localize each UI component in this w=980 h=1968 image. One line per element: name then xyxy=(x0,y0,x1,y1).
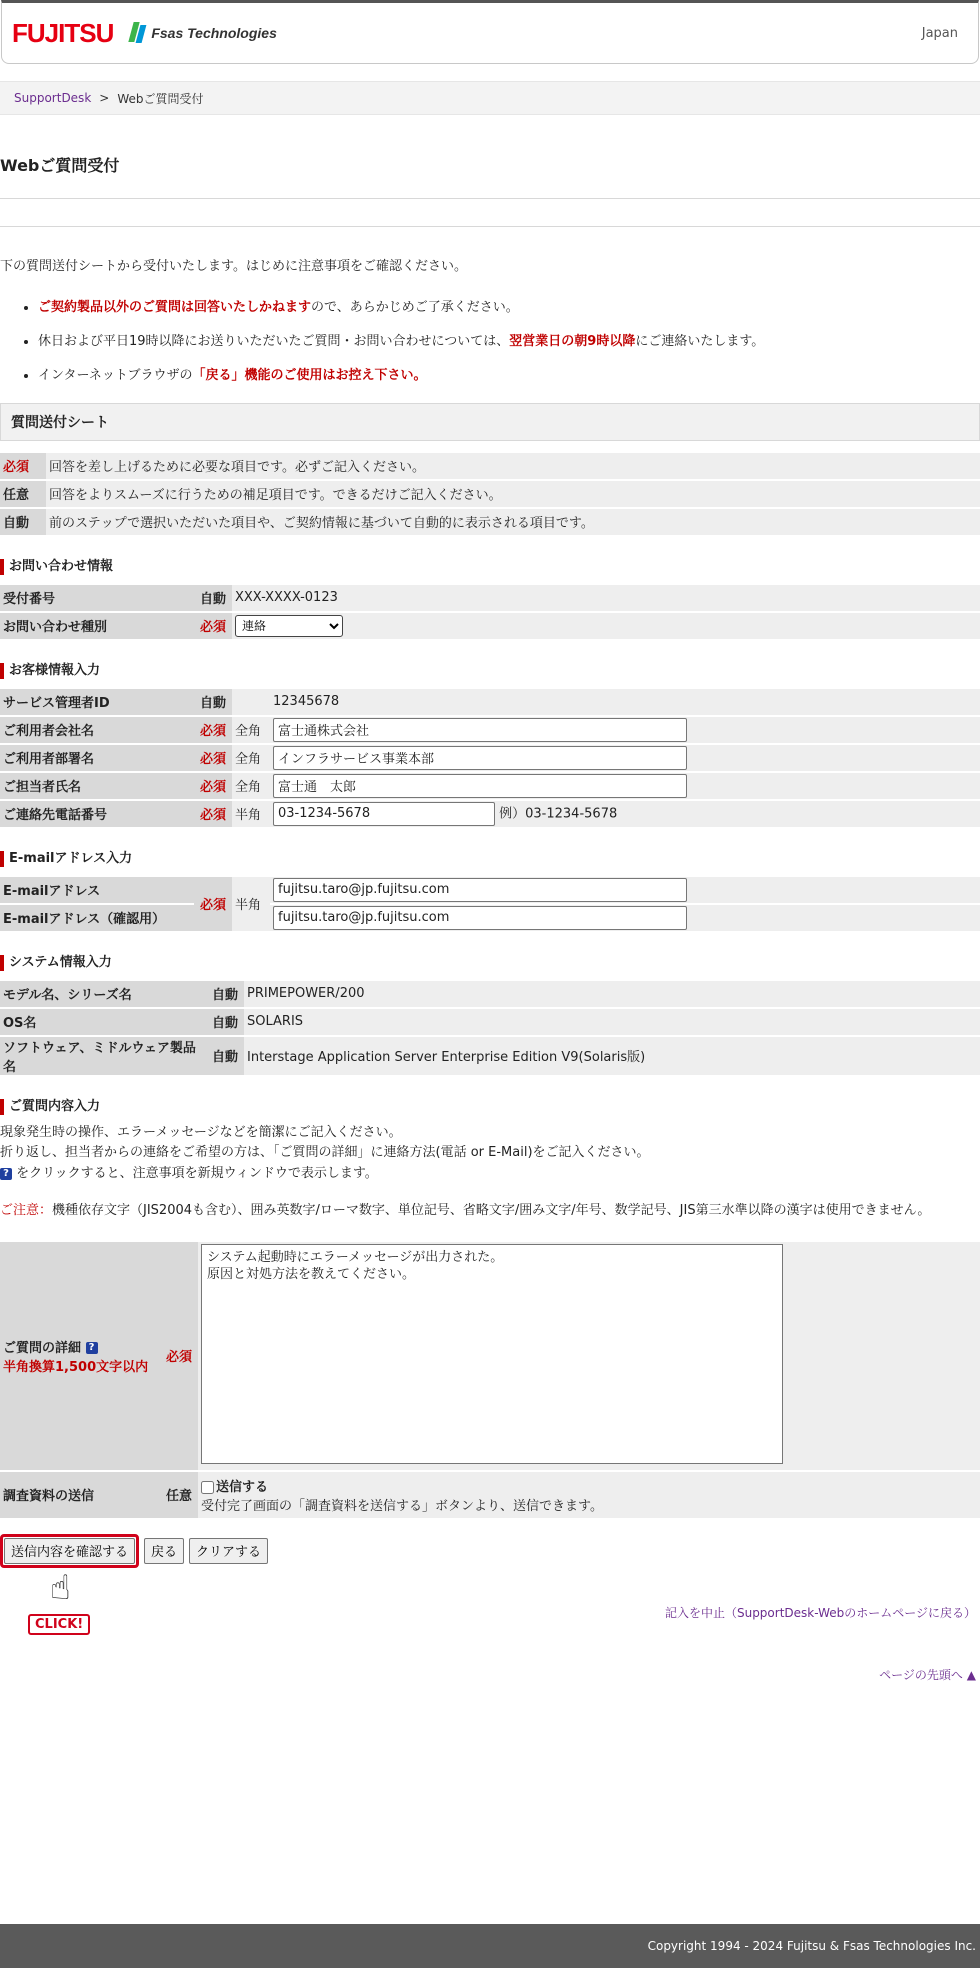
inquiry-type-label: お問い合わせ種別 xyxy=(0,613,194,639)
receipt-row xyxy=(0,585,980,611)
customer-table xyxy=(0,687,980,829)
fujitsu-logo[interactable]: FUJITSU xyxy=(12,17,114,48)
action-buttons xyxy=(0,1534,980,1568)
legend-required-desc: 回答を差し上げるために必要な項目です。必ずご記入ください。 xyxy=(46,453,980,479)
software-value: Interstage Application Server Enterprise Edition V9(Solaris版) xyxy=(244,1037,980,1075)
fsas-logo[interactable] xyxy=(129,22,277,44)
legend-auto-key: 自動 xyxy=(0,509,46,535)
legend-row xyxy=(0,481,980,507)
inquiry-type-select[interactable] xyxy=(235,615,343,637)
notice-item: • 休日および平日19時以降にお送りいただいたご質問・お問い合わせについては、翌営業日の朝9時以降にご連絡いたします。 xyxy=(38,334,980,351)
os-label: OS名 xyxy=(0,1009,206,1035)
os-value: SOLARIS xyxy=(244,1009,980,1035)
caution-text: 機種依存文字（JIS2004も含む）、囲み英数字/ローマ数字、単位記号、省略文字/囲み文字/年号、数学記号、JIS第三水準以降の漢字は使用できません。 xyxy=(52,1203,931,1219)
os-row xyxy=(0,1009,980,1035)
clear-button[interactable]: クリアする xyxy=(189,1538,268,1564)
site-footer xyxy=(0,1924,980,1968)
question-instruction-line: 折り返し、担当者からの連絡をご希望の方は、「ご質問の詳細」に連絡方法(電話 or E-Mail)をご記入ください。 xyxy=(0,1145,650,1161)
copyright-text: Copyright 1994 - 2024 Fujitsu & Fsas Technologies Inc. xyxy=(647,1939,976,1953)
model-value: PRIMEPOWER/200 xyxy=(244,981,980,1007)
email-label: E-mailアドレス xyxy=(0,877,194,903)
email-confirm-input[interactable] xyxy=(273,906,687,930)
receipt-value: XXX-XXXX-0123 xyxy=(232,585,980,611)
receipt-label: 受付番号 xyxy=(0,585,194,611)
attach-checkbox-label[interactable]: 送信する xyxy=(216,1479,269,1495)
dept-type: 全角 xyxy=(232,745,270,771)
company-label: ご利用者会社名 xyxy=(0,717,194,743)
person-label: ご担当者氏名 xyxy=(0,773,194,799)
software-row xyxy=(0,1037,980,1075)
os-tag: 自動 xyxy=(206,1009,244,1035)
model-row xyxy=(0,981,980,1007)
person-input[interactable] xyxy=(273,774,687,798)
breadcrumb-home-link[interactable]: SupportDesk xyxy=(14,91,92,105)
caution-note xyxy=(0,1201,980,1222)
legend-optional-desc: 回答をよりスムーズに行うための補足項目です。できるだけご記入ください。 xyxy=(46,481,980,507)
language-link[interactable]: Japan xyxy=(921,25,958,41)
software-label: ソフトウェア、ミドルウェア製品名 xyxy=(0,1037,206,1075)
email-type: 半角 xyxy=(232,877,270,931)
admin-id-tag: 自動 xyxy=(194,689,232,715)
help-icon[interactable]: ? xyxy=(86,1342,98,1354)
software-tag: 自動 xyxy=(206,1037,244,1075)
cancel-link[interactable]: 記入を中止（SupportDesk-Webのホームページに戻る） xyxy=(664,1605,976,1620)
legend-row xyxy=(0,453,980,479)
footer-links xyxy=(0,1568,980,1621)
question-table xyxy=(0,1240,980,1520)
email-confirm-row xyxy=(0,905,980,931)
phone-example: 例）03-1234-5678 xyxy=(499,806,618,822)
fsas-mark-icon xyxy=(129,22,145,44)
email-input[interactable] xyxy=(273,878,687,902)
detail-label-cell xyxy=(0,1242,160,1470)
page-top-row xyxy=(0,1666,980,1683)
confirm-highlight xyxy=(0,1534,139,1568)
phone-tag: 必須 xyxy=(194,801,232,827)
breadcrumb xyxy=(0,81,980,115)
model-tag: 自動 xyxy=(206,981,244,1007)
section-question-heading: ご質問内容入力 xyxy=(0,1099,980,1115)
inquiry-type-row xyxy=(0,613,980,639)
title-divider xyxy=(0,199,980,227)
attach-checkbox[interactable] xyxy=(201,1481,214,1494)
inquiry-type-cell xyxy=(232,613,980,639)
legend-table xyxy=(0,451,980,537)
company-row xyxy=(0,717,980,743)
legend-row xyxy=(0,509,980,535)
attach-row xyxy=(0,1472,980,1518)
detail-cell xyxy=(198,1242,980,1470)
email-tag: 必須 xyxy=(194,877,232,931)
phone-input[interactable] xyxy=(273,802,495,826)
dept-input[interactable] xyxy=(273,746,687,770)
admin-id-row xyxy=(0,689,980,715)
admin-id-type xyxy=(232,689,270,715)
back-button[interactable]: 戻る xyxy=(144,1538,184,1564)
inquiry-type-tag: 必須 xyxy=(194,613,232,639)
phone-type: 半角 xyxy=(232,801,270,827)
site-header xyxy=(1,0,979,64)
receipt-tag: 自動 xyxy=(194,585,232,611)
question-instruction-line: 現象発生時の操作、エラーメッセージなどを簡潔にご記入ください。 xyxy=(0,1124,402,1140)
question-instruction-line: ? をクリックすると、注意事項を新規ウィンドウで表示します。 xyxy=(0,1164,980,1185)
person-tag: 必須 xyxy=(194,773,232,799)
dept-row xyxy=(0,745,980,771)
dept-label: ご利用者部署名 xyxy=(0,745,194,771)
legend-optional-key: 任意 xyxy=(0,481,46,507)
fsas-logo-text: Fsas Technologies xyxy=(151,25,277,41)
notice-list xyxy=(0,300,980,385)
click-annotation xyxy=(0,1568,980,1644)
detail-tag: 必須 xyxy=(160,1242,198,1470)
section-email-heading: E-mailアドレス入力 xyxy=(0,851,980,867)
admin-id-label: サービス管理者ID xyxy=(0,689,194,715)
attach-cell xyxy=(198,1472,980,1518)
confirm-button[interactable]: 送信内容を確認する xyxy=(4,1538,135,1564)
email-confirm-label: E-mailアドレス（確認用） xyxy=(0,905,194,931)
system-table xyxy=(0,979,980,1077)
page-top-icon[interactable]: ▲ xyxy=(966,1667,976,1682)
breadcrumb-current: Webご質問受付 xyxy=(117,91,204,106)
section-inquiry-heading: お問い合わせ情報 xyxy=(0,559,980,575)
caution-label: ご注意： xyxy=(0,1203,53,1219)
person-type: 全角 xyxy=(232,773,270,799)
click-badge: CLICK! xyxy=(28,1614,90,1635)
detail-limit: 半角換算1,500文字以内 xyxy=(3,1359,149,1375)
notice-item: • インターネットブラウザの「戻る」機能のご使用はお控え下さい。 xyxy=(38,368,980,385)
person-row xyxy=(0,773,980,799)
admin-id-value: 12345678 xyxy=(270,689,980,715)
detail-row xyxy=(0,1242,980,1470)
pointing-hand-icon: ☝ xyxy=(50,1567,71,1608)
company-type: 全角 xyxy=(232,717,270,743)
company-input[interactable] xyxy=(273,718,687,742)
section-system-heading: システム情報入力 xyxy=(0,955,980,971)
dept-tag: 必須 xyxy=(194,745,232,771)
inquiry-table xyxy=(0,583,980,641)
notice-item: • ご契約製品以外のご質問は回答いたしかねますので、あらかじめご了承ください。 xyxy=(38,300,980,317)
email-table xyxy=(0,875,980,933)
intro-text: 下の質問送付シートから受付いたします。はじめに注意事項をご確認ください。 xyxy=(0,259,467,274)
phone-row xyxy=(0,801,980,827)
phone-label: ご連絡先電話番号 xyxy=(0,801,194,827)
detail-textarea[interactable] xyxy=(201,1244,783,1464)
company-tag: 必須 xyxy=(194,717,232,743)
breadcrumb-separator: > xyxy=(99,91,110,105)
sheet-title: 質問送付シート xyxy=(0,403,980,441)
legend-required-key: 必須 xyxy=(0,453,46,479)
attach-tag: 任意 xyxy=(160,1472,198,1518)
model-label: モデル名、シリーズ名 xyxy=(0,981,206,1007)
page-title: Webご質問受付 xyxy=(0,153,980,199)
help-icon[interactable]: ? xyxy=(0,1168,12,1180)
attach-note: 受付完了画面の「調査資料を送信する」ボタンより、送信できます。 xyxy=(201,1498,603,1514)
section-customer-heading: お客様情報入力 xyxy=(0,663,980,679)
email-row xyxy=(0,877,980,903)
detail-label: ご質問の詳細 xyxy=(3,1340,82,1356)
page-top-link[interactable]: ページの先頭へ xyxy=(879,1667,963,1682)
legend-auto-desc: 前のステップで選択いただいた項目や、ご契約情報に基づいて自動的に表示される項目です。 xyxy=(46,509,980,535)
attach-label: 調査資料の送信 xyxy=(0,1472,160,1518)
question-instructions xyxy=(0,1123,980,1185)
